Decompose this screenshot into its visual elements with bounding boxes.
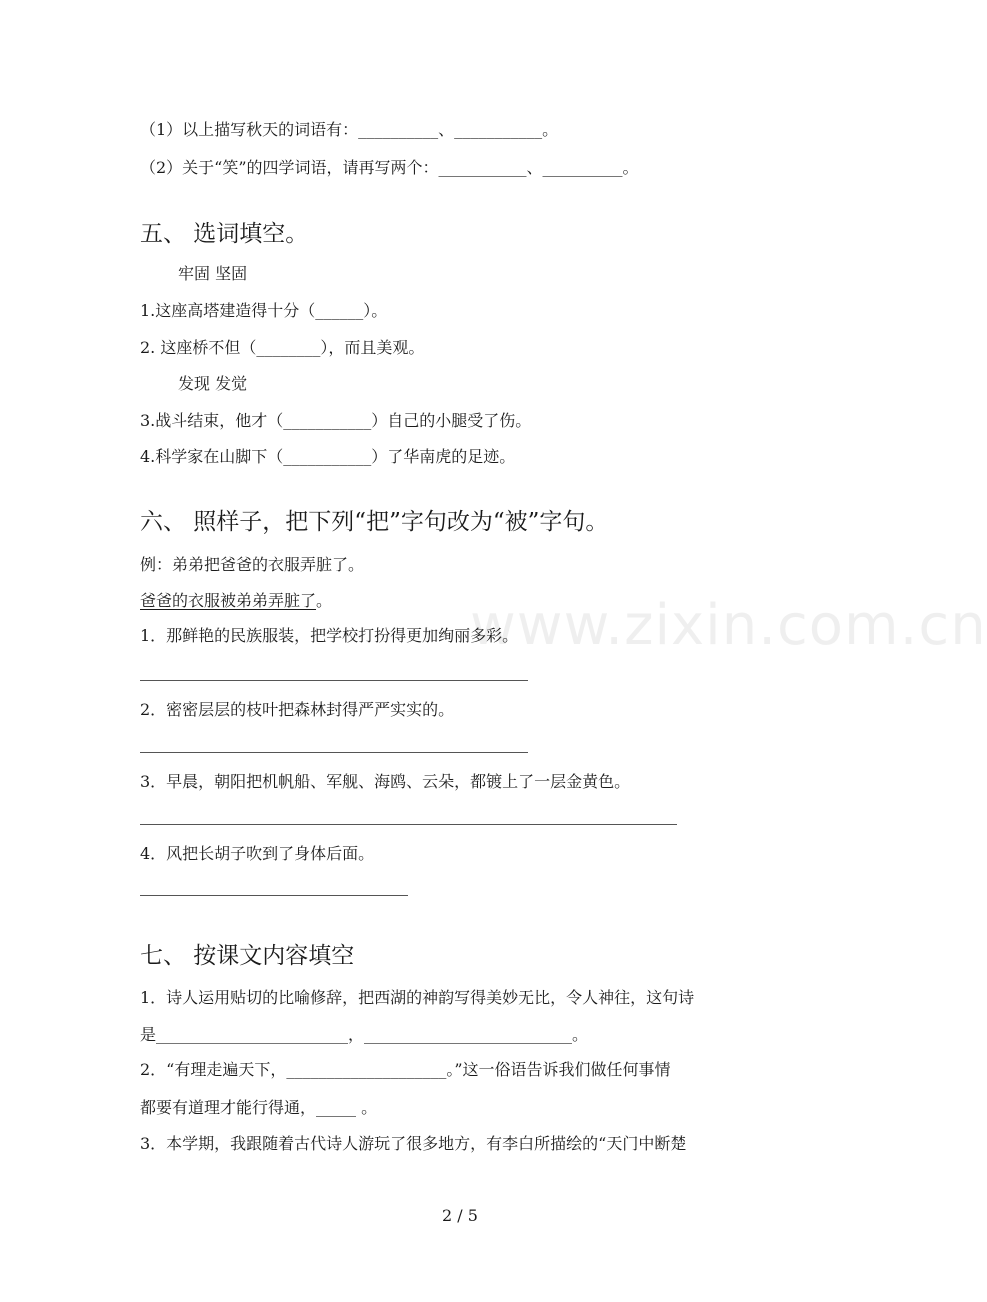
answer-line-3 — [140, 824, 677, 825]
section-7-heading: 七、 按课文内容填空 — [140, 943, 355, 969]
section-6-heading: 六、 照样子，把下列“把”字句改为“被”字句。 — [140, 509, 609, 535]
recite-question-2-line-2: 都要有道理才能行得通，_____ 。 — [140, 1098, 378, 1117]
recite-question-1-line-1: 1．诗人运用贴切的比喻修辞，把西湖的神韵写得美妙无比，令人神往，这句诗 — [140, 988, 695, 1007]
rewrite-question-4: 4．风把长胡子吹到了身体后面。 — [140, 844, 375, 863]
word-choice-pair-1: 牢固 坚固 — [178, 264, 248, 283]
question-laugh-idioms: （2）关于“笑”的四学词语，请再写两个：___________、__________。 — [140, 158, 639, 177]
recite-question-1-line-2: 是________________________，__________________________。 — [140, 1025, 589, 1044]
fill-sentence-4: 4.科学家在山脚下（___________）了华南虎的足迹。 — [140, 447, 516, 466]
answer-line-1 — [140, 680, 528, 681]
example-answer — [140, 591, 332, 611]
answer-line-2 — [140, 752, 528, 753]
watermark: www.zixin.com.cn — [470, 593, 987, 658]
recite-question-2-line-1: 2．“有理走遍天下，____________________。”这一俗语告诉我们做任何事情 — [140, 1060, 671, 1079]
rewrite-question-2: 2．密密层层的枝叶把森林封得严严实实的。 — [140, 700, 455, 719]
recite-question-3-line-1: 3．本学期，我跟随着古代诗人游玩了很多地方，有李白所描绘的“天门中断楚 — [140, 1134, 687, 1153]
example-answer-period: 。 — [316, 591, 333, 610]
example-answer-text: 爸爸的衣服被弟弟弄脏了 — [140, 591, 317, 610]
rewrite-question-3: 3．早晨，朝阳把机帆船、军舰、海鸥、云朵，都镀上了一层金黄色。 — [140, 772, 631, 791]
section-5-heading: 五、 选词填空。 — [140, 221, 309, 247]
fill-sentence-2: 2. 这座桥不但（________），而且美观。 — [140, 338, 425, 357]
fill-sentence-1: 1.这座高塔建造得十分（______）。 — [140, 301, 388, 320]
question-autumn-words: （1）以上描写秋天的词语有：__________、___________。 — [140, 120, 559, 139]
fill-sentence-3: 3.战斗结束，他才（___________）自己的小腿受了伤。 — [140, 411, 532, 430]
example-sentence: 例：弟弟把爸爸的衣服弄脏了。 — [140, 555, 365, 574]
answer-line-4 — [140, 895, 408, 896]
word-choice-pair-2: 发现 发觉 — [178, 374, 248, 393]
rewrite-question-1: 1．那鲜艳的民族服装，把学校打扮得更加绚丽多彩。 — [140, 626, 519, 645]
page-number: 2 / 5 — [442, 1206, 478, 1225]
